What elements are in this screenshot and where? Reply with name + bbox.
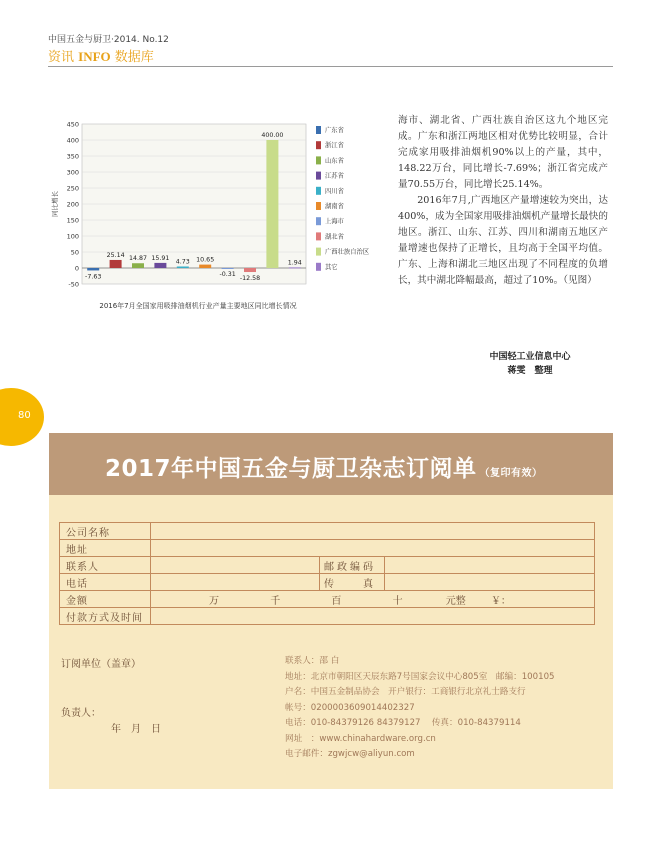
y-tick-label: 150 xyxy=(66,216,79,225)
bar-2 xyxy=(132,263,144,268)
contact-website[interactable]: 网址 ：www.chinahardware.org.cn xyxy=(285,733,436,744)
bar-1 xyxy=(110,260,122,268)
company-field[interactable] xyxy=(151,523,595,540)
unit-seal-label: 订阅单位（盖章） xyxy=(61,659,141,670)
legend-swatch xyxy=(316,217,321,225)
table-row xyxy=(60,540,595,557)
article-paragraph-1: 海市、湖北省、广西壮族自治区这九个地区完成。广东和浙江两地区相对优势比较明显，合计完成家用吸排油烟机90%以上的产量，其中，148.22万台，同比增长-7.69%；浙江省完成产量70.55万台，同比增长25.14%。 xyxy=(398,115,608,190)
data-label: 25.14 xyxy=(106,251,125,259)
bar-3 xyxy=(154,263,166,268)
legend-label: 其它 xyxy=(325,263,338,271)
bar-5 xyxy=(199,265,211,268)
data-label: 15.91 xyxy=(151,254,170,262)
responsible-label: 负责人： xyxy=(61,708,101,719)
address-label: 地址 xyxy=(60,540,151,557)
y-tick-label: 100 xyxy=(66,232,79,241)
phone-label: 电话 xyxy=(60,574,151,591)
page-number: 80 xyxy=(18,410,31,421)
credit-org: 中国轻工业信息中心 xyxy=(489,352,571,362)
table-row xyxy=(60,574,595,591)
legend-swatch xyxy=(316,263,321,271)
section-prefix: 资讯 xyxy=(48,50,75,65)
form-banner xyxy=(49,433,613,495)
phone-field[interactable] xyxy=(151,574,320,591)
data-label: 400.00 xyxy=(261,132,284,139)
y-tick-label: 300 xyxy=(66,168,79,177)
header-divider xyxy=(48,66,613,67)
form-title-note: （复印有效） xyxy=(479,468,543,479)
bar-chart xyxy=(48,118,388,318)
chart-caption: 2016年7月全国家用吸排油烟机行业产量主要地区同比增长情况 xyxy=(99,302,297,310)
data-label: -0.31 xyxy=(219,271,236,279)
data-label: -12.58 xyxy=(239,275,261,283)
y-axis-label: 同比增长 xyxy=(51,191,59,217)
bar-8 xyxy=(266,140,278,268)
y-tick-label: 250 xyxy=(66,184,79,193)
y-tick-label: 400 xyxy=(66,136,79,145)
data-label: 1.94 xyxy=(287,259,302,267)
fax-label: 传 真 xyxy=(320,574,385,591)
company-label: 公司名称 xyxy=(60,523,151,540)
contact-account-name: 户名：中国五金制品协会 开户银行：工商银行北京礼士路支行 xyxy=(285,687,526,697)
legend-swatch xyxy=(316,126,321,134)
legend-label: 湖北省 xyxy=(325,233,344,241)
legend-swatch xyxy=(316,141,321,149)
amount-yuan: 元整 xyxy=(445,595,466,607)
table-row xyxy=(60,608,595,625)
legend-label: 山东省 xyxy=(325,157,344,165)
y-tick-label: -50 xyxy=(68,280,79,289)
bar-0 xyxy=(87,268,99,270)
form-title-text: 2017年中国五金与厨卫杂志订阅单 xyxy=(105,456,477,482)
bar-9 xyxy=(289,267,301,268)
article-credit xyxy=(470,350,590,378)
table-row xyxy=(60,557,595,574)
data-label: 10.65 xyxy=(196,256,215,264)
legend-label: 广东省 xyxy=(325,127,344,134)
amount-wan: 万 xyxy=(209,595,219,607)
y-tick-label: 350 xyxy=(66,152,79,161)
bar-7 xyxy=(244,268,256,272)
data-label: -7.63 xyxy=(85,273,102,281)
credit-editor: 蒋雯 整理 xyxy=(507,366,553,376)
chart-svg xyxy=(48,118,388,303)
y-tick-label: 50 xyxy=(70,248,79,257)
legend-label: 江苏省 xyxy=(325,172,344,180)
legend-swatch xyxy=(316,202,321,210)
legend-swatch xyxy=(316,187,321,195)
contact-person-label: 联系人 xyxy=(60,557,151,574)
legend-swatch xyxy=(316,232,321,240)
article-text xyxy=(398,113,608,289)
payment-label: 付款方式及时间 xyxy=(60,608,151,625)
table-row xyxy=(60,523,595,540)
legend-label: 浙江省 xyxy=(325,142,344,150)
contact-person: 联系人：邵 白 xyxy=(285,656,340,666)
legend-swatch xyxy=(316,156,321,164)
payment-field[interactable] xyxy=(151,608,595,625)
data-label: 4.73 xyxy=(175,258,190,266)
legend-label: 上海市 xyxy=(325,218,344,226)
amount-yen: ￥： xyxy=(490,595,511,607)
postcode-label: 邮政编码 xyxy=(320,557,385,574)
form-table xyxy=(59,522,595,625)
contact-address: 地址：北京市朝阳区天辰东路7号国家会议中心805室 邮编：100105 xyxy=(285,671,555,682)
contact-person-field[interactable] xyxy=(151,557,320,574)
legend-label: 四川省 xyxy=(325,187,344,195)
amount-field[interactable] xyxy=(151,591,595,608)
amount-label: 金额 xyxy=(60,591,151,608)
legend-swatch xyxy=(316,172,321,180)
bar-4 xyxy=(177,266,189,268)
y-tick-label: 450 xyxy=(66,120,79,129)
legend-label: 广西壮族自治区 xyxy=(325,248,370,256)
amount-shi: 十 xyxy=(392,595,403,607)
address-field[interactable] xyxy=(151,540,595,557)
contact-account-no: 帐号：0200003609014402327 xyxy=(285,702,415,713)
contact-phone-fax: 电话：010-84379126 84379127 传真：010-84379114 xyxy=(285,718,521,728)
amount-qian: 千 xyxy=(270,595,281,607)
legend-swatch xyxy=(316,248,321,256)
postcode-field[interactable] xyxy=(385,557,595,574)
section-en: INFO xyxy=(78,49,111,64)
contact-info xyxy=(285,654,605,763)
form-title xyxy=(105,450,543,483)
subscription-form xyxy=(49,433,613,789)
article-paragraph-2: 2016年7月,广西地区产量增速较为突出，达400%，成为全国家用吸排油烟机产量增长最快的地区。浙江、山东、江苏、四川和湖南五地区产量增速也保持了正增长，且均高于全国平均值。广东、上海和湖北三地区出现了不同程度的负增长，其中湖北降幅最高，超过了10%。（见图） xyxy=(398,195,608,286)
y-tick-label: 200 xyxy=(66,200,79,209)
bar-6 xyxy=(222,268,234,269)
date-label: 年 月 日 xyxy=(111,724,161,735)
y-tick-label: 0 xyxy=(74,264,79,273)
fax-field[interactable] xyxy=(385,574,595,591)
data-label: 14.87 xyxy=(128,255,148,263)
issue-header: 中国五金与厨卫·2014. No.12 xyxy=(48,35,169,45)
legend-label: 湖南省 xyxy=(325,203,344,210)
section-suffix: 数据库 xyxy=(114,50,154,65)
section-header xyxy=(48,46,154,65)
amount-bai: 百 xyxy=(331,595,342,607)
table-row xyxy=(60,591,595,608)
contact-email[interactable]: 电子邮件：zgwjcw@aliyun.com xyxy=(285,749,415,759)
